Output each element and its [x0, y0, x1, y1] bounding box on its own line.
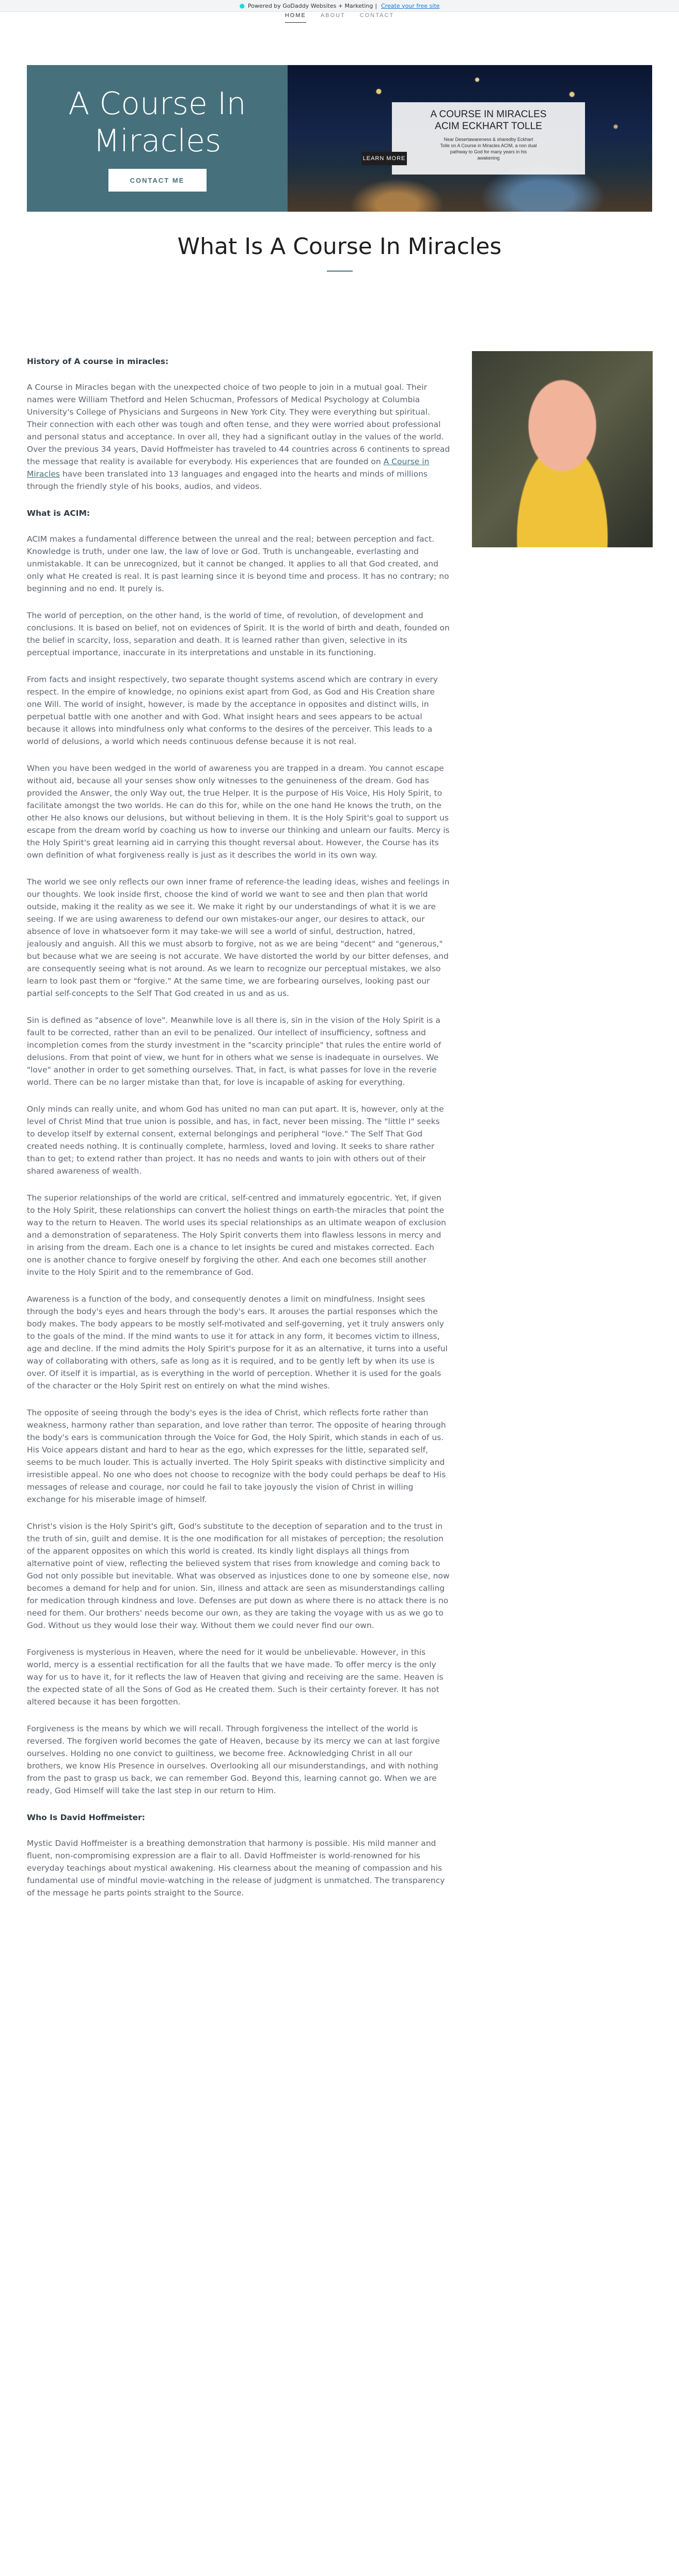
nav-home[interactable]: HOME — [285, 12, 306, 23]
learn-more-button[interactable]: LEARN MORE — [361, 152, 407, 165]
paragraph: Sin is defined as "absence of love". Meanwhile love is all there is, sin in the vision of the Holy Spirit is a fault to be corrected, rather than an evil to be penalized. Our intellect of insufficiency, softness and incompletion comes from the sturdy investment in the "scarcity principle" that rules the entire world of delusions. From that point of view, we hunt for in others what we sense is inadequate in ourselves. We "love" another in order to get something ourselves. That, in fact, is what passes for love in the reverie world. There can be no larger mistake than that, for love is incapable of asking for everything. — [27, 1016, 441, 1087]
paragraph: Only minds can really unite, and whom God has united no man can put apart. It is, however, only at the level of Christ Mind that true union is possible, and has, in fact, never been missing. The "little I" seeks to develop itself by external consent, external belongings and peripheral "love." The Self That God created needs nothing. It is continually complete, harmless, loved and loving. It seeks to share rather than to get; to extend rather than project. It has no needs and wants to join with others out of their shared awareness of wealth. — [27, 1104, 444, 1176]
paragraph: The superior relationships of the world are critical, self-centred and immaturely egocentric. Yet, if given to the Holy Spirit, these relationships can convert the holiest things on earth-the miracles that point the way to the return to Heaven. The world uses its special relationships as an ultimate weapon of exclusion and a demonstration of separateness. The Holy Spirit converts them into flawless lessons in mercy and in arising from the dream. Each one is a chance to let insights be cured and mistakes corrected. Each one is another chance to forgive oneself by forgiving the other. And each one becomes still another invite to the Holy Spirit and to the remembrance of God. — [27, 1193, 446, 1277]
title-divider — [327, 271, 353, 272]
paragraph-david: Mystic David Hoffmeister is a breathing demonstration that harmony is possible. His mild manner and fluent, non-compromising expression are a flair to all. David Hoffmeister is world-renowned for his everyday teachings about mystical awakening. His clearness about the meaning of compassion and his fundamental use of mindful movie-watching in the release of judgment is unmatched. The transparency of the message he parts points straight to the Source. — [27, 1839, 445, 1898]
hero-card-text: Near Desertawareness & sharedby Eckhart Tolle on A Course in Miracles ACIM, a non dual pathway to God for many years in his awakening — [440, 137, 537, 161]
hero-title: A Course In Miracles — [68, 86, 246, 159]
hero-card — [392, 102, 585, 175]
paragraph: The world we see only reflects our own inner frame of reference-the leading ideas, wishes and feelings in our thoughts. We look inside first, choose the kind of world we want to see and then plan that world outside, making it the reality as we see it. We make it right by our understandings of what it is we are seeing. If we are using awareness to defend our own mistakes-our anger, our desires to attack, our absence of love in whatsoever form it may take-we will see a world of sinful, destruction, hatred, jealously and anguish. All this we must absorb to forgive, not as we are being "decent" and "generous," but because what we are seeing is not accurate. We have distorted the world by our bitter defenses, and are consequently seeing what is not around. As we learn to recognize our perceptual mistakes, we also learn to look past them or "forgive." At the same time, we are forbearing ourselves, looking past our partial self-concepts to the Self That God created in us and as us. — [27, 877, 450, 998]
paragraph: Awareness is a function of the body, and consequently denotes a limit on mindfulness. Insight sees through the body's eyes and hears through the body's ears. It arouses the partial responses which the body makes. The body appears to be mostly self-motivated and self-governing, yet it truly answers only to the goals of the mind. If the mind wants to use it for attack in any form, it becomes victim to illness, age and decline. If the mind admits the Holy Spirit's purpose for it as an alternative, it turns into a useful way of collaborating with others, safe as long as it is required, and to be gently left by when its use is over. Of itself it is impartial, as is everything in the world of perception. Whether it is used for the goals of the character or the Holy Spirit rest on entirely on what the mind wishes. — [27, 1294, 448, 1390]
hero-left-panel — [27, 65, 288, 212]
main-nav — [0, 12, 679, 23]
david-hoffmeister-photo — [472, 351, 653, 547]
history-text-after: have been translated into 13 languages and engaged into the hearts and minds of millions through the friendly style of his books, audios, and videos. — [27, 469, 428, 491]
paragraph: When you have been wedged in the world of awareness you are trapped in a dream. You cannot escape without aid, because all your senses show only witnesses to the genuineness of the dream. God has provided the Answer, the only Way out, the true Helper. It is the purpose of His Voice, His Holy Spirit, to facilitate amongst the two worlds. He can do this for, while on the one hand He knows the truth, on the other He also knows our delusions, but without believing in them. It is the Holy Spirit's goal to support us escape from the dream world by coaching us how to inverse our thinking and unlearn our faults. Mercy is the Holy Spirit's great learning aid in carrying this thought reversal about. However, the Course has its own definition of what forgiveness really is just as it describes the world in its own way. — [27, 764, 450, 860]
heading-what-is-acim: What is ACIM: — [27, 509, 90, 518]
godaddy-logo-icon: ● — [239, 2, 245, 9]
heading-history: History of A course in miracles: — [27, 357, 169, 366]
heading-who-is-david: Who Is David Hoffmeister: — [27, 1813, 145, 1822]
paragraph: From facts and insight respectively, two separate thought systems ascend which are contrary in every respect. In the empire of knowledge, no opinions exist apart from God, as God and His Creation share one Will. The world of insight, however, is made by the acceptance in opposites and distinct wills, in perpetual battle with one another and with God. What insight hears and sees appears to be actual because it allows into mindfulness only what conforms to the desires of the perceiver. This leads to a world of delusions, a world which needs continuous defense because it is not real. — [27, 675, 438, 746]
nav-about[interactable]: ABOUT — [320, 12, 345, 19]
godaddy-banner — [0, 0, 679, 12]
hero-card-title: A COURSE IN MIRACLES ACIM ECKHART TOLLE — [430, 109, 547, 132]
paragraph: Forgiveness is mysterious in Heaven, where the need for it would be unbelievable. However, in this world, mercy is a essential rectification for all the faults that we have made. To offer mercy is the only way for us to have it, for it reflects the law of Heaven that giving and receiving are the same. Heaven is the expected state of all the Sons of God as He created them. Such is their certainty forever. It has not altered because it has been forgotten. — [27, 1648, 444, 1706]
paragraph: Christ's vision is the Holy Spirit's gift, God's substitute to the deception of separation and to the trust in the truth of sin, guilt and demise. It is the one modification for all mistakes of perception; the resolution of the apparent opposites on which this world is created. Its kindly light displays all things from alternative point of view, reflecting the believed system that rises from knowledge and coming back to God not only possible but inevitable. What was observed as injustices done to one by someone else, now becomes a demand for help and for union. Sin, illness and attack are seen as misunderstandings calling for medication through kindness and love. Defenses are put down as where there is no attack there is no need for them. Our brothers' needs become our own, as they are taking the voyage with us as we go to God. Without us they would lose their way. Without them we could never find our own. — [27, 1522, 450, 1630]
hero-night-city-image — [288, 65, 652, 212]
hero-banner — [27, 65, 652, 212]
contact-me-button[interactable]: CONTACT ME — [108, 169, 207, 192]
acim-link[interactable]: A Course in Miracles — [27, 457, 430, 479]
powered-by-text: Powered by GoDaddy Websites + Marketing — [248, 2, 373, 9]
paragraph: Forgiveness is the means by which we will recall. Through forgiveness the intellect of the world is reversed. The forgiven world becomes the gate of Heaven, because by its mercy we can at last forgive ourselves. Holding no one convict to guiltiness, we become free. Acknowledging Christ in all our brothers, we know His Presence in ourselves. Overlooking all our misunderstandings, and with nothing from the past to grasp us back, we can remember God. Beyond this, learning cannot go. When we are ready, God Himself will take the last step in our return to Him. — [27, 1724, 440, 1795]
create-site-link[interactable]: Create your free site — [381, 2, 440, 9]
history-text-before: A Course in Miracles began with the unexpected choice of two people to join in a mutual goal. Their names were William Thetford and Helen Schucman, Professors of Medical Psychology at Columbia University's College of Physicians and Surgeons in New York City. They were everything but spiritual. Their connection with each other was tough and often tense, and they were worried about professional and personal status and acceptance. In over all, they had a significant outlay in the values of the world. Over the previous 34 years, David Hoffmeister has traveled to 44 countries across 6 continents to spread the message that reality is available for everybody. His experiences that are founded on — [27, 383, 450, 466]
nav-contact[interactable]: CONTACT — [359, 12, 394, 19]
paragraph: ACIM makes a fundamental difference between the unreal and the real; between perception and fact. Knowledge is truth, under one law, the law of love or God. Truth is unchangeable, everlasting and unmistakable. It can be unrecognized, but it cannot be changed. It applies to all that God created, and only what He created is real. It is past learning since it is beyond time and process. It has no contrary; no beginning and no end. It purely is. — [27, 534, 449, 593]
paragraph: The world of perception, on the other hand, is the world of time, of revolution, of development and conclusions. It is based on belief, not on evidences of Spirit. It is the world of birth and death, founded on the belief in scarcity, loss, separation and death. It is learned rather than given, selective in its perceptual importance, inaccurate in its interpretations and unstable in its functioning. — [27, 611, 450, 657]
paragraph: The opposite of seeing through the body's eyes is the idea of Christ, which reflects forte rather than weakness, harmony rather than separation, and love rather than terror. The opposite of hearing through the body's ears is communication through the Voice for God, the Holy Spirit, which stands in each of us. His Voice appears distant and hard to hear as the ego, which expresses for the little, separated self, seems to be much louder. This is actually inverted. The Holy Spirit speaks with distinctive simplicity and irresistible appeal. No one who does not choose to recognize with the body could perhaps be deaf to His messages of release and courage, nor could he fail to take joyously the vision of Christ in willing exchange for his miserable image of himself. — [27, 1408, 446, 1504]
page-title: What Is A Course In Miracles — [177, 233, 502, 260]
paragraph-history — [27, 381, 450, 493]
banner-separator: | — [375, 2, 377, 9]
article-body — [27, 355, 450, 1899]
